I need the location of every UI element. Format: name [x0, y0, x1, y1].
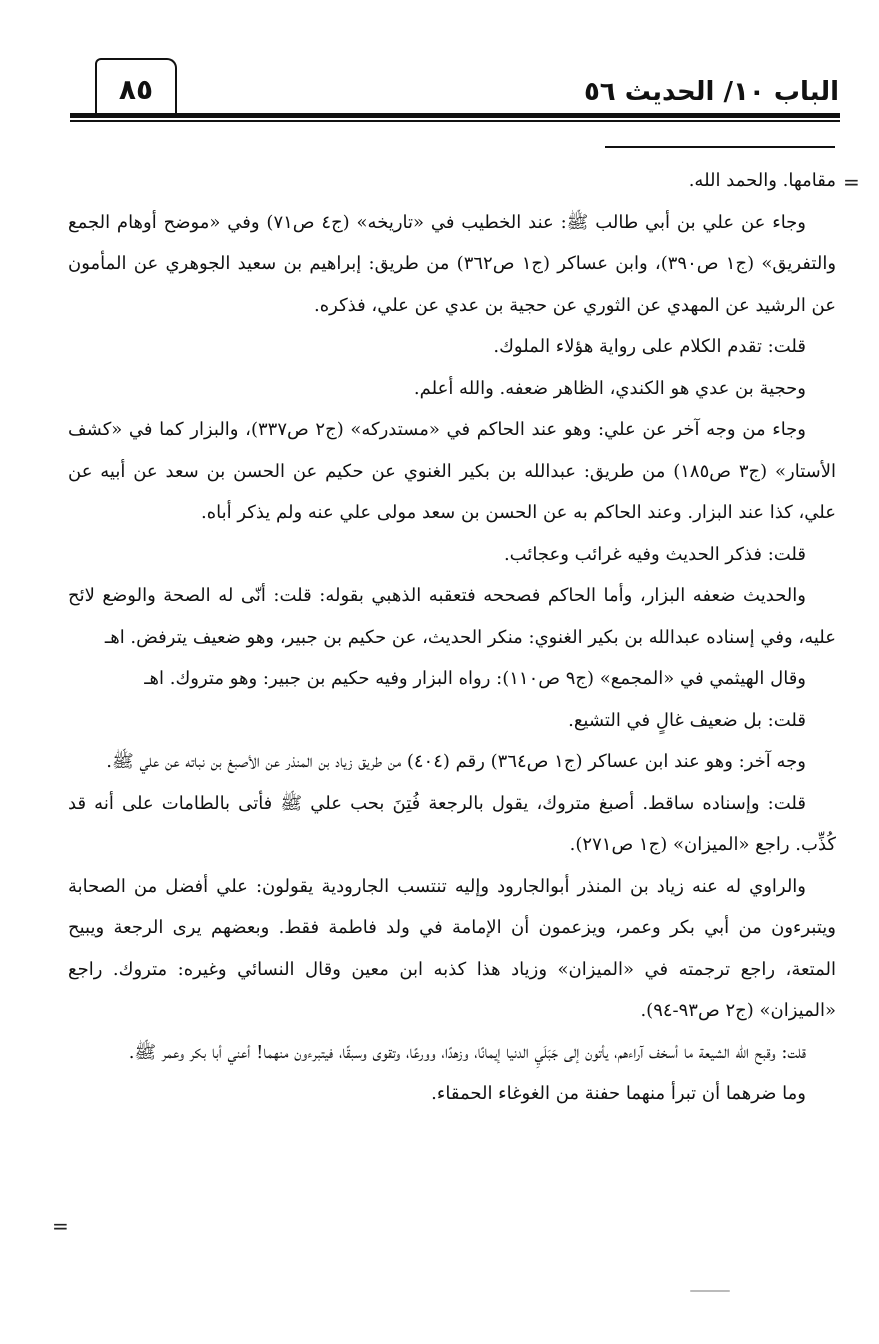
header-rule-thin [70, 120, 840, 122]
paragraph: قلت: بل ضعيف غالٍ في التشيع. [568, 709, 806, 731]
paragraph: وجاء من وجه آخر عن علي: وهو عند الحاكم في «مستدركه» (ج٢ ص٣٣٧)، والبزار كما في «كشف الأستار» (ج٣ ص١٨٥) من طريق: عبدالله بن بكير الغنوي عن حكيم عن الحسن بن سعد عن أبيه عن علي، كذا عند البزار. وعند الحاكم به عن الحسن بن سعد مولى علي عنه ولم يذكر أباه. [68, 419, 836, 523]
paragraph: مقامها. والحمد الله. [688, 170, 836, 191]
paragraph: وجاء عن علي بن أبي طالب ﷺ: عند الخطيب في «تاريخه» (ج٤ ص٧١) وفي «موضح أوهام الجمع والتفريق» (ج١ ص٣٩٠)، وابن عساكر (ج١ ص٣٦٢) من طريق: إبراهيم بن سعيد الجوهري عن المأمون عن الرشيد عن المهدي عن الثوري عن حجية بن عدي عن علي، فذكره. [68, 211, 837, 316]
chapter-heading: الباب ١٠/ الحديث ٥٦ [583, 77, 839, 107]
paragraph: قلت: وإسناده ساقط. أصبغ متروك، يقول بالرجعة فُتِنَ بحب علي ﷺ فأتى بالطامات على أنه قد كُذِّب. راجع «الميزان» (ج١ ص٢٧١). [68, 792, 836, 855]
continuation-mark-top: = [843, 170, 860, 194]
paragraph: والراوي له عنه زياد بن المنذر أبوالجارود وإليه تنتسب الجارودية يقولون: علي أفضل من الصحابة ويتبرءون من أبي بكر وعمر، ويزعمون أن الإمامة في ولد فاطمة فقط. وبعضهم يرى الرجعة ويبيح المتعة، راجع ترجمته في «الميزان» وزياد هذا كذبه ابن معين وقال النسائي وغيره: متروك. راجع «الميزان» (ج٢ ص٩٣-٩٤). [68, 875, 836, 1021]
paragraph: وقال الهيثمي في «المجمع» (ج٩ ص١١٠): رواه البزار وفيه حكيم بن جبير: وهو متروك. اهـ [144, 668, 806, 689]
continuation-mark-bottom: = [52, 1214, 69, 1238]
footnote-text [68, 160, 836, 1115]
header-rule-thick [70, 113, 840, 118]
paragraph: قلت: وقبح الله الشيعة ما أسخف آراءهم، يأتون إلى جَبَلَيِ الدنيا إيمانًا، وزهدًا، وورعًا، وتقوى وسبقًا، فيتبرءون منهما! أعني أبا بكر وعمر ﷺ. [128, 1041, 806, 1063]
paragraph: وحجية بن عدي هو الكندي، الظاهر ضعفه. والله أعلم. [413, 377, 806, 399]
footnote-separator [605, 146, 835, 148]
paragraph: قلت: فذكر الحديث وفيه غرائب وعجائب. [503, 543, 806, 565]
paragraph: قلت: تقدم الكلام على رواية هؤلاء الملوك. [493, 336, 806, 357]
paragraph: وما ضرهما أن تبرأ منهما حفنة من الغوغاء الحمقاء. [431, 1083, 806, 1104]
page-number: ٨٥ [118, 73, 154, 106]
paragraph: وجه آخر: وهو عند ابن عساكر (ج١ ص٣٦٤) رقم (٤٠٤) من طريق زياد بن المنذر عن الأصبغ بن نباته عن علي ﷺ. [106, 751, 806, 772]
paragraph: والحديث ضعفه البزار، وأما الحاكم فصححه فتعقبه الذهبي بقوله: قلت: أنّى له الصحة والوضع لائح عليه، وفي إسناده عبدالله بن بكير الغنوي: منكر الحديث، عن حكيم بن جبير، وهو ضعيف يترفض. اهـ [68, 585, 836, 648]
scan-smudge [690, 1290, 730, 1292]
